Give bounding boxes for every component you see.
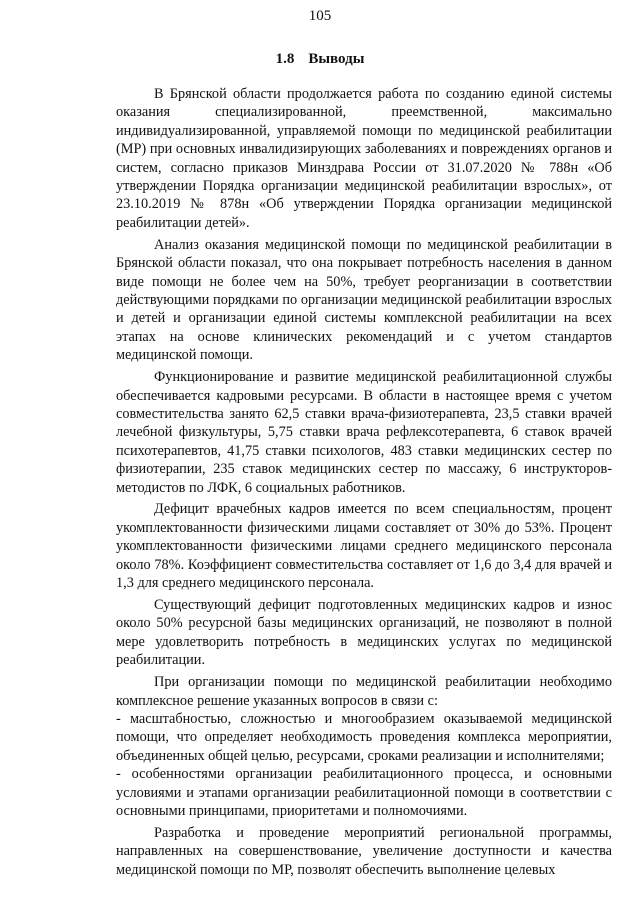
- body-text: [116, 85, 612, 879]
- paragraph-analysis: Анализ оказания медицинской помощи по медицинской реабилитации в Брянской области показал, что она покрывает потребность населения в данном виде помощи не более чем на 50%, требует реорганизации в соответствии действующими порядками по организации медицинской реабилитации взрослых и детей и организации единой системы комплексной реабилитации на всех этапах на основе клинических рекомендаций и с учетом стандартов медицинской помощи.: [116, 236, 612, 364]
- paragraph-organization: При организации помощи по медицинской реабилитации необходимо комплексное решение указанных вопросов в связи с:: [116, 674, 612, 709]
- paragraph-program: Разработка и проведение мероприятий региональной программы, направленных на совершенствование, увеличение доступности и качества медицинской помощи по МР, позволят обеспечить выполнение целевых: [116, 824, 612, 878]
- section-heading: [0, 51, 640, 68]
- page-number: 105: [308, 8, 332, 24]
- paragraph-rehabilitation-system: В Брянской области продолжается работа по созданию единой системы оказания специализированной, преемственной, максимально индивидуализированной, управляемой помощи по медицинской реабилитации (МР) при основных инвалидизирующих заболеваниях и повреждениях органов и систем, согласно приказов Минздрава России от 31.07.2020 № 788н «Об утверждении Порядка организации медицинской реабилитации взрослых», от 23.10.2019 № 878н «Об утверждении Порядка организации медицинской реабилитации детей».: [116, 86, 612, 231]
- section-title: Выводы: [308, 51, 365, 67]
- section-number: 1.8: [275, 51, 295, 67]
- paragraph-staffing: Функционирование и развитие медицинской реабилитационной службы обеспечивается кадровыми ресурсами. В области в настоящее время с учетом совместительства занято 62,5 ставки врача-физиотерапевта, 23,5 ставки врачей лечебной физкультуры, 5,75 ставки врача рефлексотерапевта, 6 ставок врачей психотерапевтов, 41,75 ставки психологов, 483 ставки медицинских сестер по физиотерапии, 235 ставок медицинских сестер по массажу, 6 инструкторов-методистов по ЛФК, 6 социальных работников.: [116, 369, 612, 496]
- list-item-features: - особенностями организации реабилитационного процесса, и основными условиями и этапами организации реабилитационной помощи в соответствии с основными принципами, приоритетами и полномочиями.: [116, 766, 612, 819]
- list-item-scale: - масштабностью, сложностью и многообразием оказываемой медицинской помощи, что определяет необходимость проведения комплекса мероприятии, объединенных общей целью, ресурсами, сроками реализации и исполнителями;: [116, 710, 612, 764]
- paragraph-deficit: Дефицит врачебных кадров имеется по всем специальностям, процент укомплектованности физическими лицами составляет от 30% до 53%. Процент укомплектованности физическими лицами среднего медицинского персонала около 78%. Коэффициент совместительства составляет от 1,6 до 3,4 для врачей и 1,3 для среднего медицинского персонала.: [116, 501, 612, 592]
- paragraph-resource-wear: Существующий дефицит подготовленных медицинских кадров и износ около 50% ресурсной базы медицинских организаций, не позволяют в полной мере удовлетворить потребность в медицинских услугах по медицинской реабилитации.: [116, 596, 612, 669]
